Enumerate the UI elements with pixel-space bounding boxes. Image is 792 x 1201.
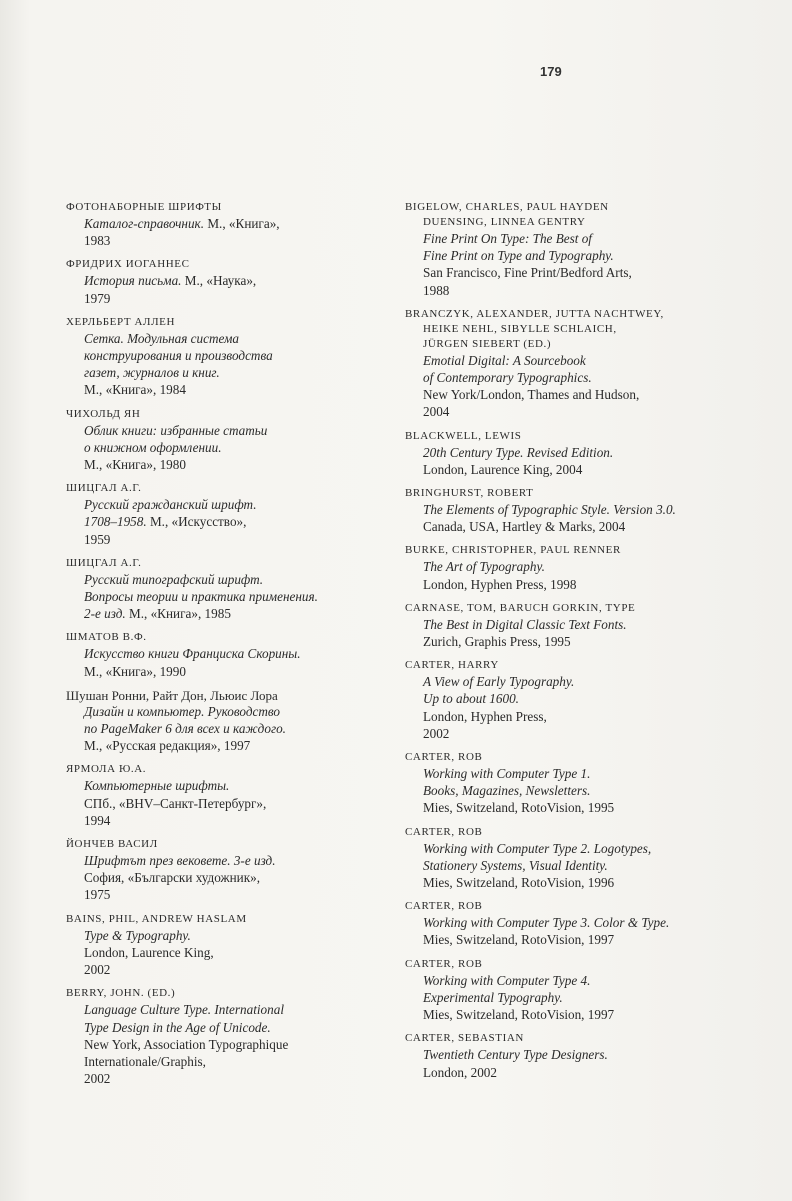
entry-title-text: Working with Computer Type 2. Logotypes, — [423, 840, 652, 856]
entry-publication-text: San Francisco, Fine Print/Bedford Arts, — [423, 265, 632, 281]
entry-line — [66, 852, 386, 869]
entry-line — [66, 215, 386, 232]
entry-line — [405, 282, 750, 299]
entry-title-text: Вопросы теории и практика применения. — [84, 589, 318, 605]
bibliography-entry — [66, 200, 386, 249]
entry-line — [66, 1001, 386, 1018]
entry-author: BRANCZYK, ALEXANDER, JUTTA NACHTWEY, — [405, 307, 664, 320]
bibliography-entry — [66, 407, 386, 474]
entry-line — [66, 869, 386, 886]
entry-publication-text: 1988 — [423, 282, 450, 298]
entry-title-text: The Best in Digital Classic Text Fonts. — [423, 616, 627, 632]
entry-publication-text: М., «Наука», — [181, 273, 257, 289]
entry-title-text: Дизайн и компьютер. Руководство — [84, 703, 281, 719]
entry-publication-text: М., «Книга», — [204, 216, 280, 231]
entry-line — [66, 272, 386, 289]
entry-line — [405, 799, 750, 816]
entry-line — [405, 558, 750, 575]
entry-line — [405, 1064, 750, 1081]
entry-title-text: Fine Print On Type: The Best of — [423, 231, 592, 246]
entry-publication-text: 1959 — [84, 531, 111, 547]
entry-title-text: Twentieth Century Type Designers. — [423, 1047, 608, 1063]
entry-author: ШИЦГАЛ А.Г. — [66, 556, 142, 569]
entry-publication-text: Mies, Switzeland, RotoVision, 1997 — [423, 1007, 615, 1023]
entry-line — [66, 531, 386, 548]
entry-line — [66, 961, 386, 978]
entry-publication-text: М., «Книга», 1985 — [125, 606, 231, 622]
entry-title-text: The Art of Typography. — [423, 559, 545, 575]
entry-publication-text: New York/London, Thames and Hudson, — [423, 387, 640, 403]
entry-line — [66, 720, 386, 737]
entry-publication-text: СПб., «BHV–Санкт-Петербург», — [84, 795, 267, 811]
entry-author: BIGELOW, CHARLES, PAUL HAYDEN — [405, 201, 609, 213]
bibliography-entry — [405, 200, 750, 299]
entry-publication-text: 2004 — [423, 404, 450, 420]
entry-title-text: Сетка. Модульная система — [84, 330, 240, 346]
entry-publication-text: 1983 — [84, 233, 111, 249]
bibliography-entry — [66, 481, 386, 548]
entry-line — [66, 944, 386, 961]
entry-title-text: Working with Computer Type 4. — [423, 972, 591, 988]
entry-publication-text: 1975 — [84, 887, 111, 903]
entry-title-text: Working with Computer Type 3. Color & Type. — [423, 915, 670, 931]
bibliography-right-column — [405, 200, 750, 1089]
bibliography-entry — [66, 986, 386, 1087]
bibliography-entry — [405, 750, 750, 817]
entry-line — [405, 501, 750, 518]
bibliography-entry — [66, 762, 386, 829]
entry-line — [66, 737, 386, 754]
bibliography-entry — [405, 486, 750, 535]
entry-author-continued: HEIKE NEHL, SIBYLLE SCHLAICH, — [423, 322, 617, 335]
entry-line — [66, 513, 386, 530]
entry-author: ЯРМОЛА Ю.А. — [66, 763, 147, 776]
entry-title-text: Type & Typography. — [84, 927, 191, 943]
entry-line — [405, 386, 750, 403]
entry-author: CARTER, SEBASTIAN — [405, 1032, 524, 1045]
entry-publication-text: London, Hyphen Press, — [423, 708, 547, 724]
entry-author: CARNASE, TOM, BARUCH GORKIN, TYPE — [405, 601, 636, 614]
entry-publication-text: 2002 — [84, 962, 111, 978]
entry-publication-text: Mies, Switzeland, RotoVision, 1996 — [423, 875, 615, 891]
entry-line — [405, 403, 750, 420]
entry-author: BERRY, JOHN. (ED.) — [66, 987, 176, 1000]
entry-publication-text: Internationale/Graphis, — [84, 1053, 206, 1069]
entry-publication-text: 1994 — [84, 812, 111, 828]
entry-line — [405, 840, 750, 857]
entry-publication-text: 1979 — [84, 290, 111, 306]
entry-title-text: Books, Magazines, Newsletters. — [423, 783, 591, 799]
bibliography-entry — [66, 257, 386, 306]
entry-publication-text: М., «Искусство», — [146, 514, 247, 530]
entry-line — [66, 886, 386, 903]
entry-line — [405, 690, 750, 707]
entry-line — [66, 645, 386, 662]
entry-author: BURKE, CHRISTOPHER, PAUL RENNER — [405, 544, 621, 557]
entry-line — [66, 588, 386, 605]
entry-author: CARTER, HARRY — [405, 659, 499, 672]
entry-line — [405, 1006, 750, 1023]
bibliography-entry — [405, 429, 750, 478]
bibliography-entry — [405, 307, 750, 421]
bibliography-entry — [405, 825, 750, 892]
entry-line — [405, 633, 750, 650]
entry-title-text: Облик книги: избранные статьи — [84, 422, 268, 438]
entry-publication-text: London, Hyphen Press, 1998 — [423, 576, 577, 592]
bibliography-entry — [405, 601, 750, 650]
entry-line — [405, 782, 750, 799]
entry-publication-text: М., «Книга», 1984 — [84, 382, 186, 398]
bibliography-entry — [405, 957, 750, 1024]
entry-line — [66, 439, 386, 456]
entry-line — [405, 230, 750, 247]
entry-line — [405, 352, 750, 369]
entry-title-text: Fine Print on Type and Typography. — [423, 248, 614, 264]
entry-title-text: конструирования и производства — [84, 348, 273, 364]
bibliography-left-column — [66, 200, 386, 1095]
entry-line — [405, 369, 750, 386]
entry-line — [66, 927, 386, 944]
entry-title-text: Experimental Typography. — [423, 989, 563, 1005]
entry-title-text: Русский гражданский шрифт. — [84, 497, 257, 513]
entry-line — [405, 874, 750, 891]
entry-publication-text: New York, Association Typographique — [84, 1036, 289, 1052]
entry-line — [66, 1070, 386, 1087]
entry-title-text: Каталог-справочник. — [84, 216, 205, 231]
page-number: 179 — [540, 64, 562, 79]
entry-title-text: Type Design in the Age of Unicode. — [84, 1019, 271, 1035]
entry-title-text: of Contemporary Typographics. — [423, 370, 592, 386]
entry-line — [405, 857, 750, 874]
entry-title-text: по PageMaker 6 для всех и каждого. — [84, 721, 286, 737]
entry-line — [405, 931, 750, 948]
entry-line — [66, 605, 386, 622]
entry-author: ФОТОНАБОРНЫЕ ШРИФТЫ — [66, 201, 222, 213]
entry-publication-text: 2002 — [84, 1071, 111, 1087]
entry-author: ХЕРЛЬБЕРТ АЛЛЕН — [66, 315, 176, 328]
bibliography-entry — [66, 556, 386, 623]
entry-author: BRINGHURST, ROBERT — [405, 487, 534, 500]
entry-author: ШМАТОВ В.Ф. — [66, 631, 147, 644]
bibliography-entry — [405, 1031, 750, 1080]
entry-title-text: История письма. — [84, 273, 182, 289]
entry-line — [405, 673, 750, 690]
entry-author: CARTER, ROB — [405, 957, 483, 970]
entry-line — [405, 972, 750, 989]
entry-author: ФРИДРИХ ИОГАННЕС — [66, 258, 190, 271]
bibliography-entry — [66, 912, 386, 979]
bibliography-entry — [66, 688, 386, 755]
bibliography-entry — [405, 543, 750, 592]
entry-line — [66, 496, 386, 513]
entry-publication-text: Zurich, Graphis Press, 1995 — [423, 634, 571, 650]
bibliography-entry — [405, 658, 750, 742]
entry-title-text: Language Culture Type. International — [84, 1002, 284, 1018]
entry-author-continued: JÜRGEN SIEBERT (ED.) — [423, 337, 552, 350]
entry-line — [66, 381, 386, 398]
entry-line — [66, 290, 386, 307]
entry-line — [405, 264, 750, 281]
entry-line — [405, 708, 750, 725]
entry-title-text: 2-е изд. — [84, 606, 126, 622]
entry-author: CARTER, ROB — [405, 825, 483, 838]
entry-title-text: The Elements of Typographic Style. Version 3.0. — [423, 502, 676, 518]
entry-title-text: о книжном оформлении. — [84, 439, 222, 455]
entry-publication-text: 2002 — [423, 725, 450, 741]
entry-line — [66, 330, 386, 347]
entry-line — [66, 703, 386, 720]
entry-title-text: газет, журналов и книг. — [84, 365, 220, 381]
entry-title-text: Up to about 1600. — [423, 691, 519, 707]
entry-line — [405, 461, 750, 478]
entry-title-text: Русский типографский шрифт. — [84, 571, 264, 587]
entry-publication-text: М., «Книга», 1990 — [84, 663, 186, 679]
entry-line — [405, 576, 750, 593]
entry-title-text: Working with Computer Type 1. — [423, 766, 591, 782]
bibliography-entry — [66, 630, 386, 679]
entry-line — [405, 1046, 750, 1063]
entry-author-continued: DUENSING, LINNEA GENTRY — [423, 216, 586, 228]
entry-title-text: 1708–1958. — [84, 514, 147, 530]
entry-title-text: Искусство книги Франциска Скорины. — [84, 646, 301, 662]
entry-author: ЧИХОЛЬД ЯН — [66, 407, 141, 420]
entry-author: ШИЦГАЛ А.Г. — [66, 482, 142, 495]
entry-line — [405, 444, 750, 461]
entry-publication-text: London, 2002 — [423, 1064, 497, 1080]
entry-publication-text: Canada, USA, Hartley & Marks, 2004 — [423, 519, 626, 535]
entry-title-text: Emotial Digital: A Sourcebook — [423, 352, 586, 368]
entry-line — [405, 914, 750, 931]
entry-title-text: Stationery Systems, Visual Identity. — [423, 857, 608, 873]
entry-line — [66, 456, 386, 473]
entry-line — [405, 616, 750, 633]
entry-publication-text: London, Laurence King, 2004 — [423, 461, 583, 477]
entry-line — [66, 1036, 386, 1053]
bibliography-entry — [405, 899, 750, 948]
entry-author: BAINS, PHIL, ANDREW HASLAM — [66, 912, 247, 925]
entry-line — [66, 663, 386, 680]
entry-line — [66, 347, 386, 364]
entry-title-text: Шрифтът през вековете. 3-е изд. — [84, 853, 276, 869]
entry-line — [66, 795, 386, 812]
entry-line — [405, 247, 750, 264]
entry-author: BLACKWELL, LEWIS — [405, 429, 522, 442]
entry-line — [405, 765, 750, 782]
entry-title-text: 20th Century Type. Revised Edition. — [423, 444, 614, 460]
bibliography-entry — [66, 315, 386, 399]
entry-line — [66, 1053, 386, 1070]
entry-line — [66, 812, 386, 829]
entry-title-text: Компьютерные шрифты. — [84, 778, 230, 794]
entry-publication-text: М., «Русская редакция», 1997 — [84, 738, 251, 754]
entry-line — [66, 232, 386, 249]
entry-line — [66, 1019, 386, 1036]
entry-publication-text: Mies, Switzeland, RotoVision, 1995 — [423, 800, 615, 816]
entry-publication-text: Mies, Switzeland, RotoVision, 1997 — [423, 932, 615, 948]
entry-line — [66, 571, 386, 588]
entry-author: CARTER, ROB — [405, 900, 483, 913]
entry-line — [405, 989, 750, 1006]
entry-line — [66, 422, 386, 439]
entry-line — [66, 777, 386, 794]
entry-publication-text: М., «Книга», 1980 — [84, 457, 186, 473]
entry-publication-text: London, Laurence King, — [84, 944, 214, 960]
bibliography-entry — [66, 837, 386, 904]
entry-publication-text: София, «Български художник», — [84, 870, 261, 886]
entry-author: ЙОНЧЕВ ВАСИЛ — [66, 838, 158, 851]
entry-line — [66, 364, 386, 381]
entry-line — [405, 518, 750, 535]
entry-author: CARTER, ROB — [405, 751, 483, 764]
entry-title-text: A View of Early Typography. — [423, 674, 575, 690]
entry-author: Шушан Ронни, Райт Дон, Льюис Лора — [66, 687, 278, 703]
entry-line — [405, 725, 750, 742]
